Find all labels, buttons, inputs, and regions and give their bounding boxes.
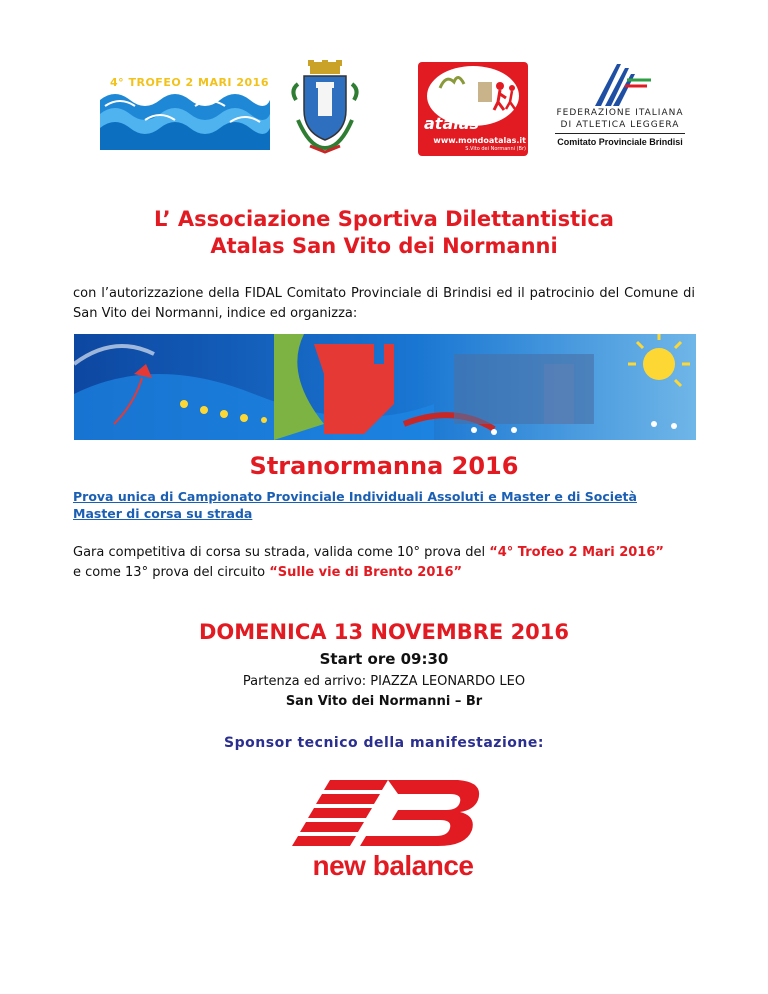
trofeo-2-mari-logo bbox=[100, 70, 270, 150]
circuito-highlight: “Sulle vie di Brento 2016” bbox=[269, 565, 463, 580]
header-line1: L’ Associazione Sportiva Dilettantistica bbox=[154, 207, 614, 231]
competition-text2: e come 13° prova del circuito bbox=[73, 565, 270, 580]
start-time: Start ore 09:30 bbox=[319, 650, 449, 668]
header-line2: Atalas San Vito dei Normanni bbox=[210, 234, 558, 258]
fidal-line2: DI ATLETICA LEGGERA bbox=[560, 120, 680, 130]
atalas-sub: S.Vito dei Normanni (Br) bbox=[465, 146, 526, 152]
comune-crest-logo bbox=[290, 60, 360, 155]
atalas-name: atalas bbox=[424, 114, 480, 133]
competition-text1: Gara competitiva di corsa su strada, valida come 10° prova del bbox=[73, 545, 490, 560]
city: San Vito dei Normanni – Br bbox=[285, 694, 483, 709]
sponsor-label: Sponsor tecnico della manifestazione: bbox=[224, 735, 544, 751]
event-date: DOMENICA 13 NOVEMBRE 2016 bbox=[198, 620, 570, 644]
event-title: Stranormanna 2016 bbox=[249, 452, 519, 480]
atalas-url: www.mondoatalas.it bbox=[433, 136, 526, 145]
fidal-line3: Comitato Provinciale Brindisi bbox=[557, 137, 683, 147]
competition-paragraph bbox=[73, 543, 723, 583]
start-location: Partenza ed arrivo: PIAZZA LEONARDO LEO bbox=[242, 674, 526, 689]
new-balance-logo bbox=[288, 776, 498, 886]
atalas-logo bbox=[418, 62, 528, 156]
fidal-logo bbox=[555, 60, 685, 155]
intro-paragraph: con l’autorizzazione della FIDAL Comitato Provinciale di Brindisi ed il patrocinio del Comune di San Vito dei Normanni, indice ed organizza: bbox=[73, 286, 695, 321]
fidal-line1: FEDERAZIONE ITALIANA bbox=[556, 108, 684, 118]
championship-line2: Master di corsa su strada bbox=[73, 506, 253, 521]
event-banner-image bbox=[74, 334, 696, 440]
new-balance-wordmark: new balance bbox=[312, 850, 474, 881]
trofeo-highlight: “4° Trofeo 2 Mari 2016” bbox=[489, 545, 664, 560]
fidal-divider bbox=[555, 133, 685, 134]
championship-line1: Prova unica di Campionato Provinciale Individuali Assoluti e Master e di Società bbox=[73, 489, 637, 504]
trofeo-logo-text: 4° TROFEO 2 MARI 2016 bbox=[110, 76, 269, 89]
championship-link[interactable] bbox=[73, 488, 713, 522]
